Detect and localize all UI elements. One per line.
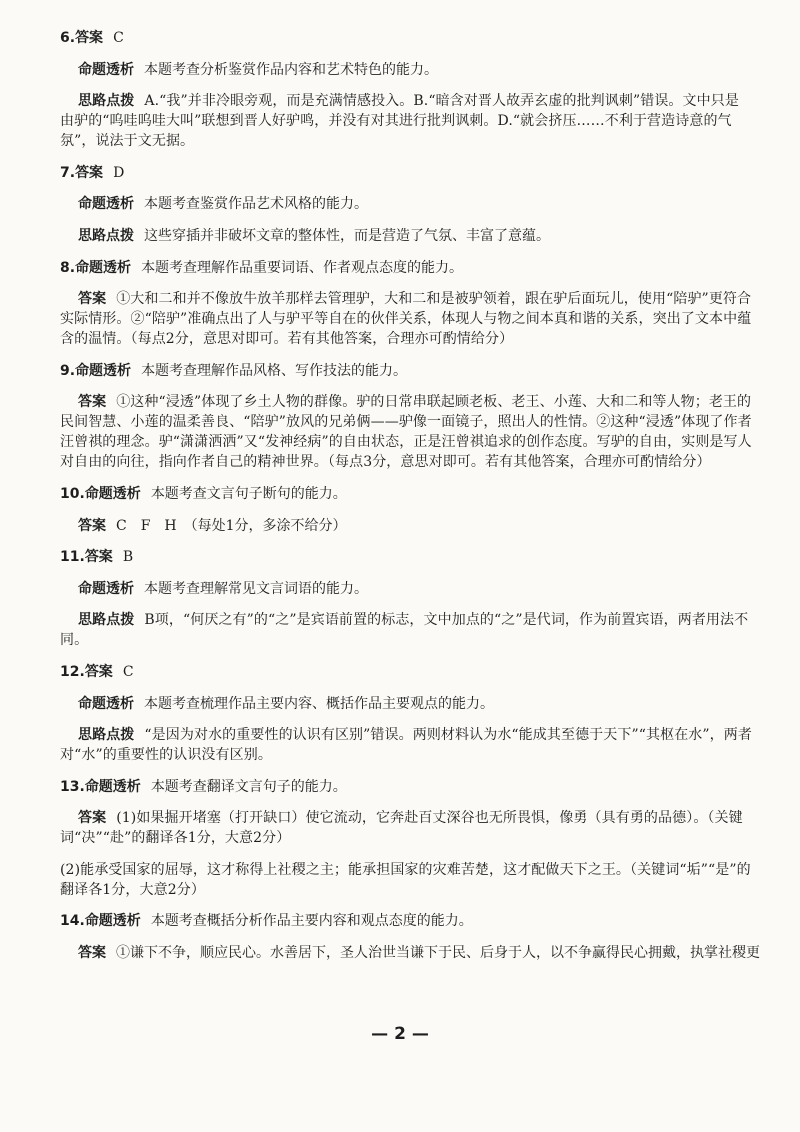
question-line: [0, 662, 800, 682]
paragraph: [0, 808, 800, 848]
section-label: 答案: [78, 517, 106, 534]
section-label: 命题透析: [78, 61, 134, 78]
line-text: ①大和二和并不像放牛放羊那样去管理驴，大和二和是被驴领着，跟在驴后面玩儿，使用“陪驴”更符合实际情形。②“陪驴”准确点出了人与驴平等自在的伙伴关系，体现人与物之间本真和谐的关系，突出了文本中蕴含的温情。（每点2分，意思对即可。若有其他答案，合理亦可酌情给分）: [60, 291, 752, 348]
line-text: 本题考查概括分析作品主要内容和观点态度的能力。: [150, 913, 473, 930]
section-label: 答案: [75, 164, 104, 181]
section-label: 答案: [84, 549, 113, 566]
question-line: [0, 547, 800, 567]
section-label: 思路点拨: [78, 93, 135, 110]
line-text: 本题考查理解作品风格、写作技法的能力。: [141, 362, 408, 379]
section-line: [0, 226, 800, 246]
line-text: 本题考查文言句子断句的能力。: [150, 485, 347, 502]
section-label: 命题透析: [78, 580, 134, 597]
line-text: 这些穿插并非破坏文章的整体性，而是营造了气氛、丰富了意蕴。: [144, 227, 550, 244]
section-label: 命题透析: [78, 196, 134, 213]
section-line: [0, 516, 800, 536]
section-label: 答案: [78, 945, 106, 962]
section-line: [0, 60, 800, 80]
line-text: 本题考查理解作品重要词语、作者观点态度的能力。: [141, 259, 464, 276]
line-text: B项，“何厌之有”的“之”是宾语前置的标志，文中加点的“之”是代词，作为前置宾语，两者用法不同。: [60, 612, 749, 649]
section-label: 命题透析: [84, 778, 141, 795]
section-line: [0, 579, 800, 599]
question-number: 10.: [60, 485, 85, 502]
paragraph: [0, 91, 800, 151]
question-line: [0, 484, 800, 504]
line-text: C F H （每处1分，多涂不给分）: [116, 517, 347, 534]
question-number: 11.: [60, 549, 85, 566]
line-text: ①这种“浸透”体现了乡土人物的群像。驴的日常串联起顾老板、老王、小莲、大和二和等人物；老王的民间智慧、小莲的温柔善良、“陪驴”放风的兄弟俩——驴像一面镜子，照出人的性情。②这种“浸透”体现了作者汪曾祺的理念。驴“潇潇洒洒”又“发神经病”的自由状态，正是汪曾祺追求的创作态度。写驴的自由，实则是写人对自由的向往，指向作者自己的精神世界。（每点3分，意思对即可。若有其他答案，合理亦可酌情给分）: [60, 394, 752, 471]
question-number: 12.: [60, 663, 85, 680]
line-text: 本题考查鉴赏作品艺术风格的能力。: [144, 196, 368, 213]
question-line: [0, 258, 800, 278]
question-number: 7.: [60, 164, 76, 181]
section-label: 思路点拨: [78, 727, 135, 744]
question-line: [0, 911, 800, 931]
section-label: 命题透析: [78, 695, 134, 712]
question-number: 8.: [60, 259, 76, 276]
line-text: C: [122, 663, 134, 680]
line-text: 本题考查分析鉴赏作品内容和艺术特色的能力。: [144, 61, 438, 78]
section-label: 答案: [75, 30, 104, 46]
line-text: 本题考查理解常见文言词语的能力。: [144, 580, 368, 597]
question-line: [0, 163, 800, 183]
section-label: 命题透析: [75, 259, 132, 276]
question-number: 9.: [60, 362, 76, 379]
section-line: [0, 943, 800, 963]
line-text: (1)如果掘开堵塞（打开缺口）使它流动，它奔赴百丈深谷也无所畏惧，像勇（具有勇的品德）。（关键词“决”“赴”的翻译各1分，大意2分）: [60, 810, 743, 847]
paragraph: [0, 610, 800, 650]
paragraph: [0, 725, 800, 765]
line-text: (2)能承受国家的屈辱，这才称得上社稷之主；能承担国家的灾难苦楚，这才配做天下之王。（关键词“垢”“是”的翻译各1分，大意2分）: [60, 861, 751, 898]
section-line: [0, 694, 800, 714]
section-line: [0, 194, 800, 214]
section-label: 命题透析: [75, 362, 132, 379]
section-label: 答案: [78, 291, 107, 308]
section-label: 思路点拨: [78, 227, 134, 244]
question-number: 6.: [60, 30, 76, 46]
line-text: 本题考查梳理作品主要内容、概括作品主要观点的能力。: [144, 695, 494, 712]
line-text: B: [122, 549, 134, 566]
question-line: [0, 777, 800, 797]
section-label: 命题透析: [84, 485, 141, 502]
line-text: C: [113, 30, 124, 46]
question-number: 14.: [60, 913, 85, 930]
answer-content: [0, 28, 800, 975]
question-line: [0, 361, 800, 381]
question-number: 13.: [60, 778, 85, 795]
line-text: ①谦下不争，顺应民心。水善居下，圣人治世当谦下于民、后身于人，以不争赢得民心拥戴，执掌社稷更: [116, 945, 760, 962]
question-line: [0, 28, 800, 48]
section-label: 答案: [78, 810, 107, 827]
paragraph: [0, 289, 800, 349]
section-label: 思路点拨: [78, 612, 135, 629]
line-text: 本题考查翻译文言句子的能力。: [150, 778, 347, 795]
section-label: 答案: [84, 663, 113, 680]
page-number: — 2 —: [371, 1024, 429, 1044]
line-text: A.“我”并非冷眼旁观，而是充满情感投入。B.“暗含对晋人故弄玄虚的批判讽刺”错误。文中只是由驴的“呜哇呜哇大叫”联想到晋人好驴鸣，并没有对其进行批判讽刺。D.“就会挤压……不利于营造诗意的气氛”，说法于文无据。: [60, 93, 739, 150]
line-text: D: [113, 164, 125, 181]
section-label: 答案: [78, 394, 107, 411]
line-text: “是因为对水的重要性的认识有区别”错误。两则材料认为水“能成其至德于天下”“其枢在水”，两者对“水”的重要性的认识没有区别。: [60, 727, 752, 764]
section-label: 命题透析: [84, 913, 141, 930]
paragraph: [0, 392, 800, 472]
paragraph: [0, 860, 800, 900]
